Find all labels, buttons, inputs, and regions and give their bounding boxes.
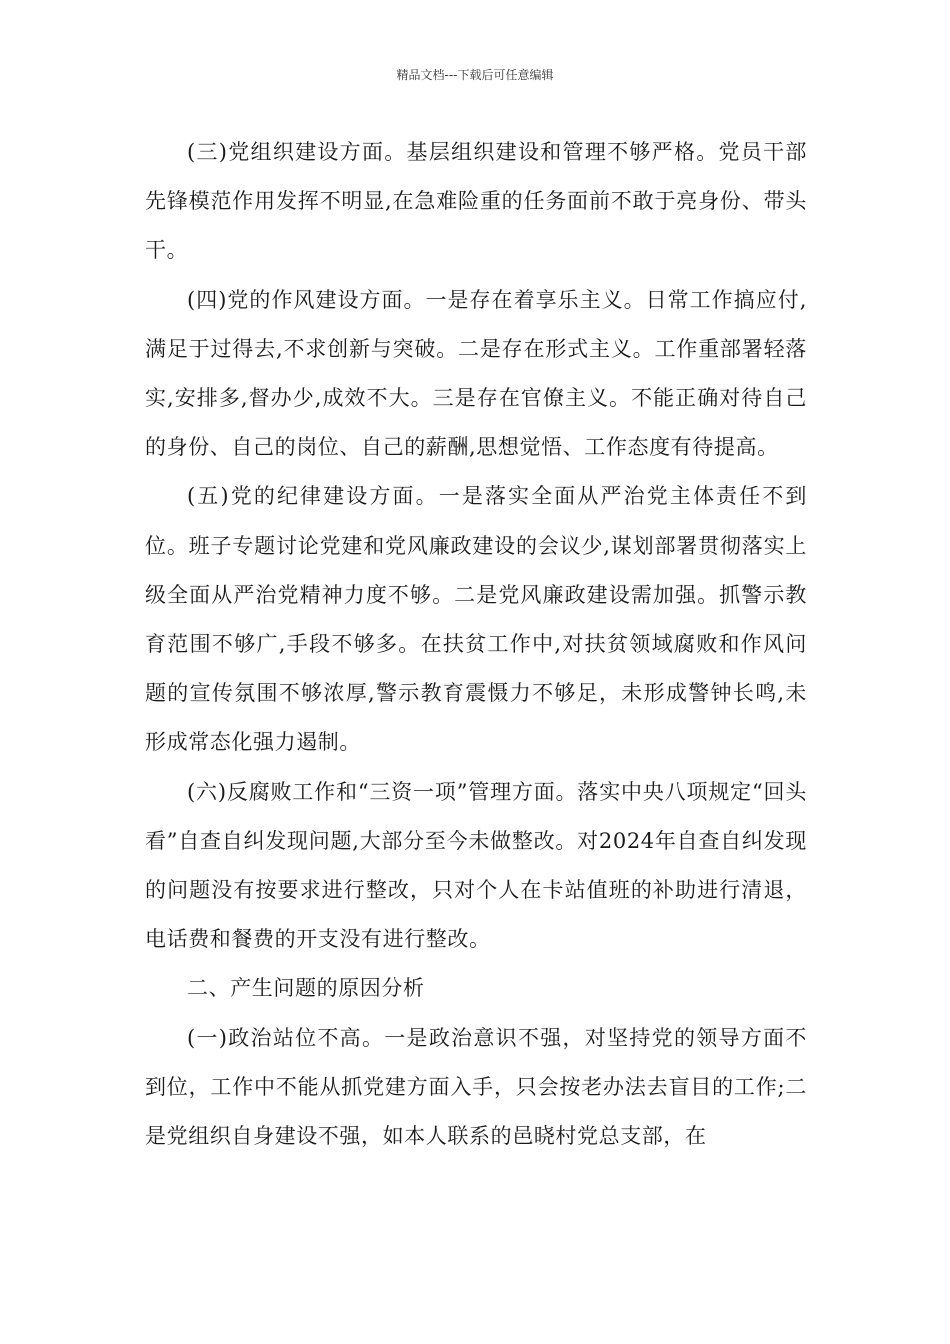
paragraph-anti-corruption: (六)反腐败工作和“三资一项”管理方面。落实中央八项规定“回头看”自查自纠发现问题,大部分至今未做整改。对2024年自查自纠发现的问题没有按要求进行整改，只对个人在卡站值班的补助进行清退，电话费和餐费的开支没有进行整改。 (145, 779, 807, 952)
paragraph-work-style: (四)党的作风建设方面。一是存在着享乐主义。日常工作搞应付,满足于过得去,不求创新与突破。二是存在形式主义。工作重部署轻落实,安排多,督办少,成效不大。三是存在官僚主义。不能正确对待自己的身份、自己的岗位、自己的薪酬,思想觉悟、工作态度有待提高。 (145, 287, 807, 460)
page-header: 精品文档---下载后可任意编辑 (396, 68, 554, 82)
paragraph-political-stance: (一)政治站位不高。一是政治意识不强，对坚持党的领导方面不到位，工作中不能从抓党建方面入手，只会按老办法去盲目的工作;二是党组织自身建设不强，如本人联系的邑晓村党总支部，在 (145, 1025, 807, 1149)
document-body (145, 128, 807, 1161)
paragraph-party-organization: (三)党组织建设方面。基层组织建设和管理不够严格。党员干部先锋模范作用发挥不明显,在急难险重的任务面前不敢于亮身份、带头干。 (145, 140, 807, 263)
paragraph-discipline: (五)党的纪律建设方面。一是落实全面从严治党主体责任不到位。班子专题讨论党建和党风廉政建设的会议少,谋划部署贯彻落实上级全面从严治党精神力度不够。二是党风廉政建设需加强。抓警示教育范围不够广,手段不够多。在扶贫工作中,对扶贫领域腐败和作风问题的宣传氛围不够浓厚,警示教育震慑力不够足，未形成警钟长鸣,未形成常态化强力遏制。 (145, 484, 807, 755)
section-heading-causes: 二、产生问题的原因分析 (187, 976, 425, 1001)
